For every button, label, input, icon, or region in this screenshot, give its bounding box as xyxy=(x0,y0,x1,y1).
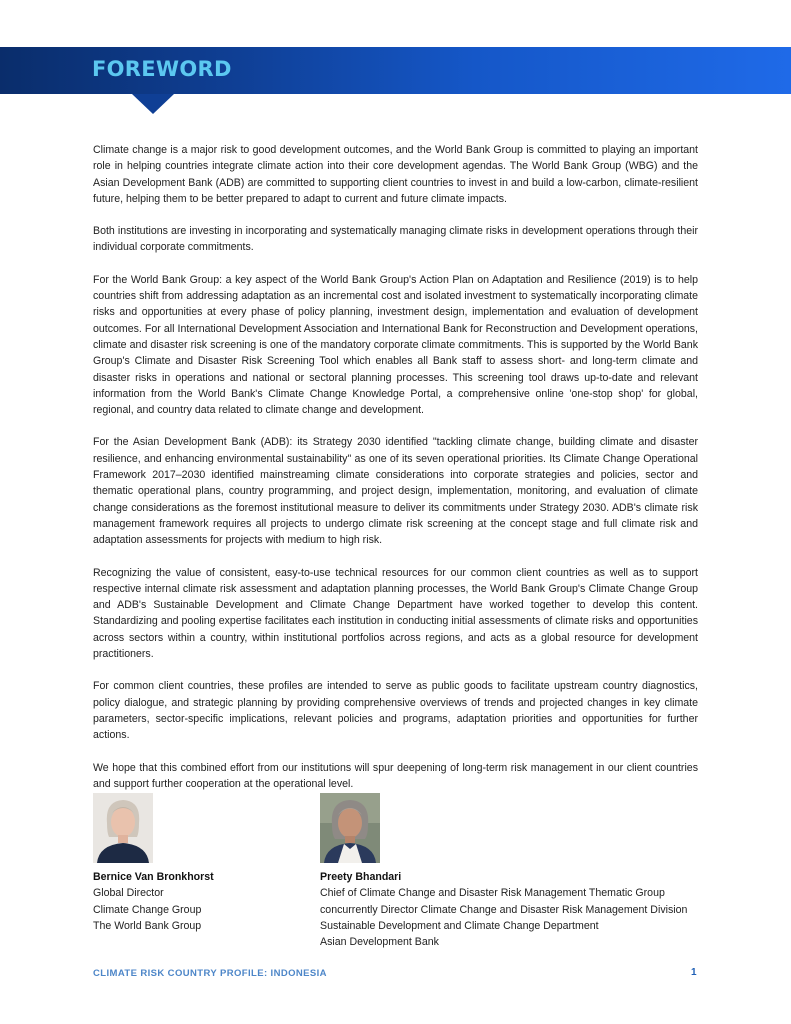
signatory-department: Climate Change Group xyxy=(93,903,202,916)
portrait-photo xyxy=(93,793,153,863)
portrait-photo xyxy=(320,793,380,863)
footer-document-title: CLIMATE RISK COUNTRY PROFILE: INDONESIA xyxy=(93,968,327,979)
paragraph-1: Climate change is a major risk to good development outcomes, and the World Bank Group is committed to playing an important role in helping countries integrate climate action into their core development agendas. The World Bank Group (WBG) and the Asian Development Bank (ADB) are committed to supporting client countries to invest in and build a low-carbon, climate-resilient future, helping them to be better prepared to adapt to current and future climate impacts. xyxy=(93,144,698,205)
signatory-department: Sustainable Development and Climate Change Department xyxy=(320,919,599,932)
page-number: 1 xyxy=(691,967,697,978)
foreword-body xyxy=(93,142,698,808)
signatory-title-secondary: concurrently Director Climate Change and Disaster Risk Management Division xyxy=(320,903,688,916)
paragraph-4: For the Asian Development Bank (ADB): its Strategy 2030 identified "tackling climate change, building climate and disaster resilience, and enhancing environmental sustainability" as one of its seven operational priorities. Its Climate Change Operational Framework 2017–2030 identified mainstreaming climate considerations into corporate strategies and policies, sector and thematic operational plans, country programming, and project design, implementation, monitoring, and evaluation of climate change considerations as the foremost institutional measure to deliver its commitments under Strategy 2030. ADB's climate risk management framework requires all projects to undergo climate risk screening at the concept stage and full climate risk and adaptation assessments for projects with medium to high risk. xyxy=(93,436,698,547)
signatory-left xyxy=(93,793,214,934)
signatory-title: Global Director xyxy=(93,887,164,900)
header-banner-notch xyxy=(132,94,174,114)
signatory-right xyxy=(320,793,687,950)
paragraph-5: Recognizing the value of consistent, easy-to-use technical resources for our common client countries as well as to support respective internal climate risk assessment and adaptation planning processes, the World Bank Group's Climate Change Group and ADB's Sustainable Development and Climate Change Department have worked together to develop this content. Standardizing and pooling expertise facilitates each institution in conducting initial assessments of climate risks and opportunities across sectors within a country, within institutional portfolios across regions, and acts as a global resource for development practitioners. xyxy=(93,566,698,661)
signatory-name: Preety Bhandari xyxy=(320,871,402,883)
page-title: FOREWORD xyxy=(92,57,232,81)
paragraph-3: For the World Bank Group: a key aspect of the World Bank Group's Action Plan on Adaptation and Resilience (2019) is to help countries shift from addressing adaptation as an incremental cost and isolated investment to systematically incorporating climate risks and opportunities at every phase of policy planning, investment design, implementation and evaluation of development outcomes. For all International Development Association and International Bank for Reconstruction and Development operations, climate and disaster risk screening is one of the mandatory corporate climate commitments. This is supported by the World Bank Group's Climate and Disaster Risk Screening Tool which enables all Bank staff to assess short- and long-term climate and disaster risks in operations and national or sectoral planning processes. This screening tool draws up-to-date and relevant information from the World Bank's Climate Change Knowledge Portal, a comprehensive online 'one-stop shop' for global, regional, and country data related to climate change and development. xyxy=(93,273,698,417)
paragraph-6: For common client countries, these profiles are intended to serve as public goods to facilitate upstream country diagnostics, policy dialogue, and strategic planning by providing comprehensive overviews of trends and projected changes in key climate parameters, sector-specific implications, relevant policies and programs, adaptation priorities and opportunities for further actions. xyxy=(93,680,698,742)
signatory-organization: Asian Development Bank xyxy=(320,936,439,949)
signatory-title: Chief of Climate Change and Disaster Risk Management Thematic Group xyxy=(320,887,665,900)
paragraph-2: Both institutions are investing in incorporating and systematically managing climate risks in development operations through their individual corporate commitments. xyxy=(93,225,698,254)
signatory-name: Bernice Van Bronkhorst xyxy=(93,871,214,883)
signatory-organization: The World Bank Group xyxy=(93,919,202,932)
paragraph-7: We hope that this combined effort from our institutions will spur deepening of long-term risk management in our client countries and support further cooperation at the operational level. xyxy=(93,761,698,790)
